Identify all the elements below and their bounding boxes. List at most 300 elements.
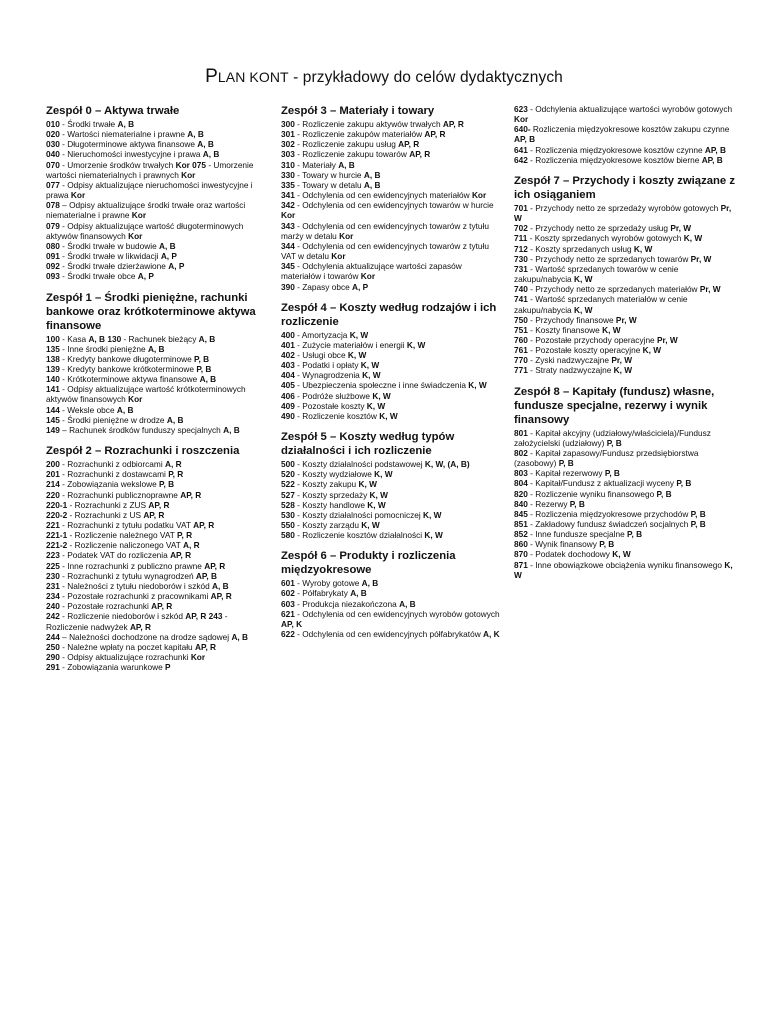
account-type: K, W — [347, 349, 367, 360]
account-entry — [514, 155, 736, 165]
account-entry — [514, 365, 736, 375]
account-type: Kor — [331, 251, 346, 262]
account-entry — [281, 282, 503, 292]
account-code: 711 — [514, 233, 528, 244]
account-description: - Środki trwałe w budowie — [59, 240, 159, 251]
account-entry — [281, 340, 503, 350]
account-description: - Amortyzacja — [294, 329, 350, 340]
account-code: 401 — [281, 339, 295, 350]
account-type: Kor — [131, 210, 147, 221]
account-code: 091 — [46, 251, 60, 262]
account-description: - Usługi obce — [294, 349, 348, 360]
account-type: P, B — [676, 478, 692, 489]
account-code: 390 — [281, 281, 295, 292]
group-title: Zespół 8 – Kapitały (fundusz) własne, fundusze specjalne, rezerwy i wynik finansowy — [514, 385, 715, 426]
account-entry — [281, 510, 503, 520]
account-type: A, P — [168, 261, 185, 272]
account-description: - Przychody netto ze sprzedanych towarów — [527, 253, 691, 264]
account-code: 520 — [281, 469, 295, 480]
account-entry — [46, 581, 268, 591]
account-description: - Produkcja niezakończona — [294, 598, 400, 609]
account-code: 092 — [46, 261, 60, 272]
account-type: A, B — [350, 588, 367, 599]
account-type: K, W — [362, 370, 381, 381]
account-entry — [514, 489, 736, 499]
account-code: 100 — [46, 333, 60, 344]
account-description: - Odchylenia aktualizujące wartości zapasów materiałów i towarów — [281, 261, 462, 282]
account-type: P, B — [656, 488, 672, 499]
account-type: AP, R — [194, 641, 217, 652]
account-description: - Odpisy aktualizujące rozrachunki — [59, 652, 191, 663]
account-type: K, W — [360, 360, 380, 371]
account-code: 070 — [46, 159, 60, 170]
account-code: 740 — [514, 284, 528, 295]
account-code: 771 — [514, 365, 528, 376]
account-description: - Odchylenia od cen ewidencyjnych materiałów — [294, 190, 472, 201]
account-code: 079 — [46, 220, 60, 231]
account-entry — [514, 315, 736, 325]
account-description: - Rozrachunki z tytułu wynagrodzeń — [59, 570, 196, 581]
account-entry — [514, 124, 736, 144]
account-type: P, B — [159, 479, 175, 490]
account-description: - Rozrachunki z odbiorcami — [59, 459, 165, 470]
account-code: 730 — [514, 253, 528, 264]
account-entry — [46, 591, 268, 601]
account-code: 761 — [514, 345, 528, 356]
account-type: K, W — [573, 274, 593, 285]
account-description: - Podatki i opłaty — [294, 360, 361, 371]
account-entry — [514, 254, 736, 264]
account-type: Kor 075 — [175, 159, 207, 170]
account-description: - Koszty sprzedanych wyrobów gotowych — [527, 233, 684, 244]
account-code: 820 — [514, 488, 528, 499]
account-code: 860 — [514, 539, 528, 550]
account-entry — [514, 233, 736, 243]
account-code: 702 — [514, 223, 528, 234]
account-entry — [46, 334, 268, 344]
account-type: A, P — [137, 271, 154, 282]
account-description: - Zobowiązania warunkowe — [59, 662, 165, 673]
account-entry — [514, 468, 736, 478]
account-code: 220-2 — [46, 509, 68, 520]
account-type: Kor — [514, 114, 529, 125]
account-type: AP, R — [151, 601, 173, 612]
account-code: 871 — [514, 559, 528, 570]
account-description: - Umorzenie wartości niematerialnych i prawnych — [46, 159, 254, 180]
account-description: - Odchylenia od cen ewidencyjnych wyrobów gotowych — [294, 608, 500, 619]
account-description: - Należne wpłaty na poczet kapitału — [59, 641, 195, 652]
account-code: 242 — [46, 611, 60, 622]
account-description: - Rozliczenie nadwyżek — [46, 611, 228, 632]
account-type: A, B — [223, 424, 240, 435]
account-description: - Koszty sprzedanych usług — [527, 243, 634, 254]
account-code: 301 — [281, 129, 295, 140]
account-description: - Podatek VAT do rozliczenia — [59, 550, 171, 561]
account-type: K, W — [367, 499, 386, 510]
account-description: - Odchylenia od cen ewidencyjnych towarów w hurcie — [294, 200, 494, 211]
account-entry — [281, 380, 503, 390]
account-type: A, R — [183, 540, 200, 551]
account-type: AP, R — [409, 149, 431, 160]
account-code: 077 — [46, 179, 60, 190]
account-entry — [46, 261, 268, 271]
account-code: 530 — [281, 509, 295, 520]
account-description: – Rachunek środków funduszy specjalnych — [59, 424, 224, 435]
account-code: 310 — [281, 159, 295, 170]
account-code: 200 — [46, 459, 60, 470]
account-type: A, B — [116, 404, 134, 415]
account-code: 741 — [514, 294, 528, 305]
account-code: 344 — [281, 240, 295, 251]
account-entry — [514, 264, 736, 284]
account-description: - Odpisy aktualizujące wartość długoterminowych aktywów finansowych — [46, 220, 244, 241]
account-description: – Należności dochodzone na drodze sądowej — [59, 631, 232, 642]
account-description: - Kapitał/Fundusz z aktualizacji wyceny — [527, 478, 677, 489]
account-entry — [46, 571, 268, 581]
account-description: - Koszty działalności podstawowej — [294, 459, 425, 470]
account-entry — [514, 529, 736, 539]
account-code: 400 — [281, 329, 295, 340]
account-code: 345 — [281, 261, 295, 272]
account-code: 402 — [281, 349, 295, 360]
account-description: - Odpisy aktualizujące nieruchomości inwestycyjne i prawa — [46, 179, 253, 201]
account-type: K, W — [406, 339, 426, 350]
account-entry — [281, 170, 503, 180]
account-code: 040 — [46, 149, 60, 160]
account-description: - Kredyty bankowe długoterminowe — [59, 353, 195, 364]
account-description: - Środki trwałe w likwidacji — [59, 251, 161, 262]
account-type: A, B — [147, 343, 165, 354]
account-code: 760 — [514, 334, 528, 345]
account-type: K, W — [468, 380, 487, 391]
account-code: 405 — [281, 380, 295, 391]
account-entry — [281, 520, 503, 530]
account-code: 870 — [514, 549, 528, 560]
page-title-subtitle: - przykładowy do celów dydaktycznych — [288, 69, 563, 86]
account-type: A, B 130 — [88, 333, 122, 344]
account-type: K, W — [602, 324, 621, 335]
column-1 — [46, 104, 268, 681]
account-type: Pr, W — [699, 284, 721, 295]
account-code: 804 — [514, 478, 528, 489]
account-entry — [281, 190, 503, 200]
account-entry — [46, 459, 268, 469]
account-group — [46, 291, 268, 436]
account-code: 851 — [514, 519, 528, 529]
account-entry — [46, 139, 268, 149]
account-entry — [46, 251, 268, 261]
account-description: - Rachunek bieżący — [121, 333, 199, 344]
account-description: - Rozliczenie kosztów działalności — [294, 530, 425, 541]
account-entry — [281, 479, 503, 489]
account-type: K, W — [573, 304, 593, 315]
account-code: 010 — [46, 119, 60, 129]
account-description: - Kapitał akcyjny (udziałowy/właściciela)/Fundusz założycielski (udziałowy) — [514, 427, 711, 448]
account-description: - Krótkoterminowe aktywa finansowe — [59, 374, 200, 385]
account-entry — [281, 360, 503, 370]
account-type: Pr, W — [611, 355, 633, 366]
account-code: 221 — [46, 520, 60, 530]
account-type: AP, B — [701, 154, 723, 165]
account-entry — [46, 530, 268, 540]
account-entry — [46, 384, 268, 404]
account-description: - Przychody netto ze sprzedanych materiałów — [527, 284, 700, 295]
account-type: AP, B — [195, 570, 217, 581]
account-code: 500 — [281, 459, 295, 470]
account-entry — [514, 478, 736, 488]
account-entry — [46, 490, 268, 500]
account-code: 622 — [281, 629, 295, 640]
account-code: 030 — [46, 139, 60, 150]
account-type: P, B — [569, 498, 585, 509]
account-code: 078 — [46, 200, 60, 211]
account-entry — [514, 284, 736, 294]
account-type: A, B — [197, 139, 214, 150]
account-type: K, W — [683, 233, 703, 244]
account-type: A, B — [187, 129, 204, 140]
account-group — [46, 104, 268, 282]
account-type: AP, B — [514, 134, 536, 145]
account-entry — [281, 629, 503, 639]
account-description: - Wartość sprzedanych materiałów w cenie zakupu/nabycia — [514, 294, 688, 315]
account-type: P — [165, 662, 171, 673]
account-description: - Inne rozrachunki z publiczno prawne — [59, 560, 205, 571]
account-code: 750 — [514, 314, 528, 325]
account-type: A, B — [231, 631, 249, 642]
account-code: 490 — [281, 410, 295, 421]
account-description: - Rozliczenie niedoborów i szkód — [59, 611, 186, 622]
account-type: A, B — [338, 159, 355, 170]
account-type: K, W — [358, 479, 377, 490]
account-type: P, B — [599, 539, 615, 550]
account-entry — [46, 510, 268, 520]
account-group — [281, 549, 503, 639]
account-type: P, R — [177, 530, 193, 541]
account-code: 343 — [281, 220, 295, 231]
account-entry — [281, 459, 503, 469]
account-entry — [281, 330, 503, 340]
account-entry — [46, 642, 268, 652]
account-entry — [46, 374, 268, 384]
group-title: Zespół 4 – Koszty według rodzajów i ich rozliczenie — [281, 301, 497, 328]
account-entry — [281, 200, 503, 220]
account-entry — [46, 550, 268, 560]
account-description: - Rozrachunki z US — [67, 509, 144, 520]
column-3 — [514, 104, 736, 589]
account-description: - Rozliczenia międzyokresowe kosztów czynne — [527, 144, 705, 155]
account-type: AP, R — [193, 520, 215, 530]
account-code: 623 — [514, 104, 528, 114]
account-code: 341 — [281, 190, 295, 201]
account-code: 701 — [514, 202, 528, 213]
account-code: 801 — [514, 427, 528, 438]
account-code: 141 — [46, 384, 60, 395]
account-type: Kor — [128, 230, 143, 241]
account-type: A, B — [198, 333, 216, 344]
account-code: 234 — [46, 591, 60, 602]
account-code: 602 — [281, 588, 295, 599]
account-description: - Rozliczenie kosztów — [294, 410, 380, 421]
account-type: P, B — [196, 363, 212, 374]
account-entry — [46, 405, 268, 415]
account-description: - Kasa — [59, 333, 89, 344]
account-entry — [514, 223, 736, 233]
account-entry — [46, 221, 268, 241]
account-entry — [281, 241, 503, 261]
account-description: - Straty nadzwyczajne — [527, 365, 614, 376]
group-title: Zespół 7 – Przychody i koszty związane z ich osiąganiem — [514, 174, 735, 201]
group-title: Zespół 0 – Aktywa trwałe — [46, 105, 180, 117]
account-type: AP, R — [442, 119, 464, 129]
group-title: Zespół 6 – Produkty i rozliczenia międzyokresowe — [281, 550, 456, 577]
account-type: P, R — [168, 469, 184, 480]
account-entry — [514, 499, 736, 509]
account-type: AP, R 243 — [185, 611, 223, 622]
account-group — [46, 444, 268, 672]
account-entry — [46, 601, 268, 611]
account-entry — [514, 345, 736, 355]
account-description: - Przychody netto ze sprzedaży wyrobów gotowych — [527, 202, 721, 213]
account-code: 522 — [281, 479, 295, 490]
account-entry — [281, 401, 503, 411]
account-type: A, B — [166, 414, 184, 425]
account-description: - Koszty wydziałowe — [294, 469, 375, 480]
account-description: - Nieruchomości inwestycyjne i prawa — [59, 149, 203, 160]
account-code: 641 — [514, 144, 528, 155]
account-code: 640- — [514, 124, 531, 135]
account-type: AP, R — [170, 550, 192, 561]
account-code: 621 — [281, 608, 295, 619]
account-entry — [514, 560, 736, 580]
account-type: Kor — [181, 169, 196, 180]
group-title: Zespół 5 – Koszty według typów działalności i ich rozliczenie — [281, 431, 455, 458]
account-type: AP, R — [210, 591, 232, 602]
account-entry — [514, 145, 736, 155]
account-description: - Rozliczenie zakupu towarów — [294, 149, 410, 160]
account-type: Kor — [70, 190, 86, 201]
account-entry — [46, 149, 268, 159]
account-description: - Przychody netto ze sprzedaży usług — [527, 223, 671, 234]
account-code: 135 — [46, 343, 60, 354]
account-entry — [46, 662, 268, 672]
account-entry — [46, 540, 268, 550]
account-description: - Rozliczenia międzyokresowe przychodów — [527, 508, 691, 519]
account-entry — [46, 415, 268, 425]
account-type: AP, R — [204, 560, 226, 571]
account-entry — [281, 160, 503, 170]
account-entry — [46, 241, 268, 251]
account-entry — [514, 539, 736, 549]
account-type: K, W — [379, 410, 398, 421]
account-type: K, W — [374, 469, 393, 480]
account-code: 020 — [46, 129, 60, 140]
account-type: K, W — [366, 400, 386, 411]
account-code: 528 — [281, 499, 295, 510]
account-code: 840 — [514, 498, 528, 509]
account-code: 291 — [46, 662, 60, 673]
account-group — [281, 104, 503, 292]
account-description: Rozliczenia międzyokresowe kosztów zakupu czynne — [530, 124, 730, 135]
account-entry — [514, 335, 736, 345]
account-description: - Środki trwałe obce — [59, 271, 138, 282]
page-title — [0, 66, 768, 88]
account-description: - Wartości niematerialne i prawne — [59, 129, 188, 140]
account-entry — [281, 411, 503, 421]
page-title-smallcaps: LAN KONT — [217, 69, 289, 85]
account-type: K, W — [613, 365, 633, 376]
account-entry — [46, 180, 268, 200]
account-type: AP, K — [281, 618, 303, 629]
account-type: AP, B — [704, 144, 726, 155]
account-entry — [46, 425, 268, 435]
account-description: - Wartość sprzedanych towarów w cenie zakupu/nabycia — [514, 263, 679, 285]
account-code: 406 — [281, 390, 295, 401]
account-description: - Środki trwałe — [59, 119, 118, 129]
account-description: - Wynik finansowy — [527, 539, 600, 550]
account-code: 138 — [46, 353, 60, 364]
account-entry — [46, 479, 268, 489]
account-description: - Wynagrodzenia — [294, 370, 363, 381]
account-code: 409 — [281, 400, 295, 411]
account-type: AP, R — [143, 509, 165, 520]
account-description: - Podróże służbowe — [294, 390, 373, 401]
account-code: 330 — [281, 169, 295, 180]
account-entry — [281, 221, 503, 241]
account-description: - Kredyty bankowe krótkoterminowe — [59, 363, 197, 374]
account-entry — [46, 611, 268, 631]
account-code: 201 — [46, 469, 60, 480]
account-code: 550 — [281, 520, 295, 530]
account-description: - Rozliczenie zakupu aktywów trwałych — [294, 119, 443, 129]
account-type: A, B — [361, 578, 379, 589]
account-description: - Pozostałe przychody operacyjne — [527, 334, 657, 345]
account-description: - Środki pieniężne w drodze — [59, 414, 167, 425]
account-entry — [514, 519, 736, 529]
account-entry — [281, 490, 503, 500]
account-entry — [281, 350, 503, 360]
account-code: 403 — [281, 360, 295, 371]
account-entry — [514, 203, 736, 223]
account-type: A, B — [117, 119, 135, 129]
account-description: - Rozliczenie zakupu usług — [294, 139, 399, 150]
account-code: 145 — [46, 414, 60, 425]
account-description: - Zyski nadzwyczajne — [527, 355, 612, 366]
account-code: 230 — [46, 570, 60, 581]
account-description: - Towary w detalu — [294, 179, 364, 190]
account-code: 770 — [514, 355, 528, 366]
account-group — [281, 301, 503, 421]
account-description: - Koszty finansowe — [527, 324, 603, 335]
account-code: 300 — [281, 119, 295, 129]
account-type: A, B — [202, 149, 220, 160]
account-type: A, B — [363, 169, 381, 180]
account-description: - Podatek dochodowy — [527, 549, 613, 560]
account-description: - Pozostałe rozrachunki — [59, 601, 152, 612]
account-type: K, W — [349, 329, 369, 340]
account-type: Kor — [360, 271, 376, 282]
account-code: 220-1 — [46, 499, 68, 510]
account-entry — [281, 119, 503, 129]
account-code: 712 — [514, 243, 528, 254]
account-description: - Materiały — [294, 159, 339, 170]
account-entry — [46, 354, 268, 364]
account-description: - Zużycie materiałów i energii — [294, 339, 407, 350]
account-description: - Ubezpieczenia społeczne i inne świadczenia — [294, 380, 469, 391]
account-type: Kor — [339, 230, 354, 241]
account-group — [514, 104, 736, 165]
account-description: - Półfabrykaty — [294, 588, 351, 599]
account-type: K, W — [633, 243, 653, 254]
